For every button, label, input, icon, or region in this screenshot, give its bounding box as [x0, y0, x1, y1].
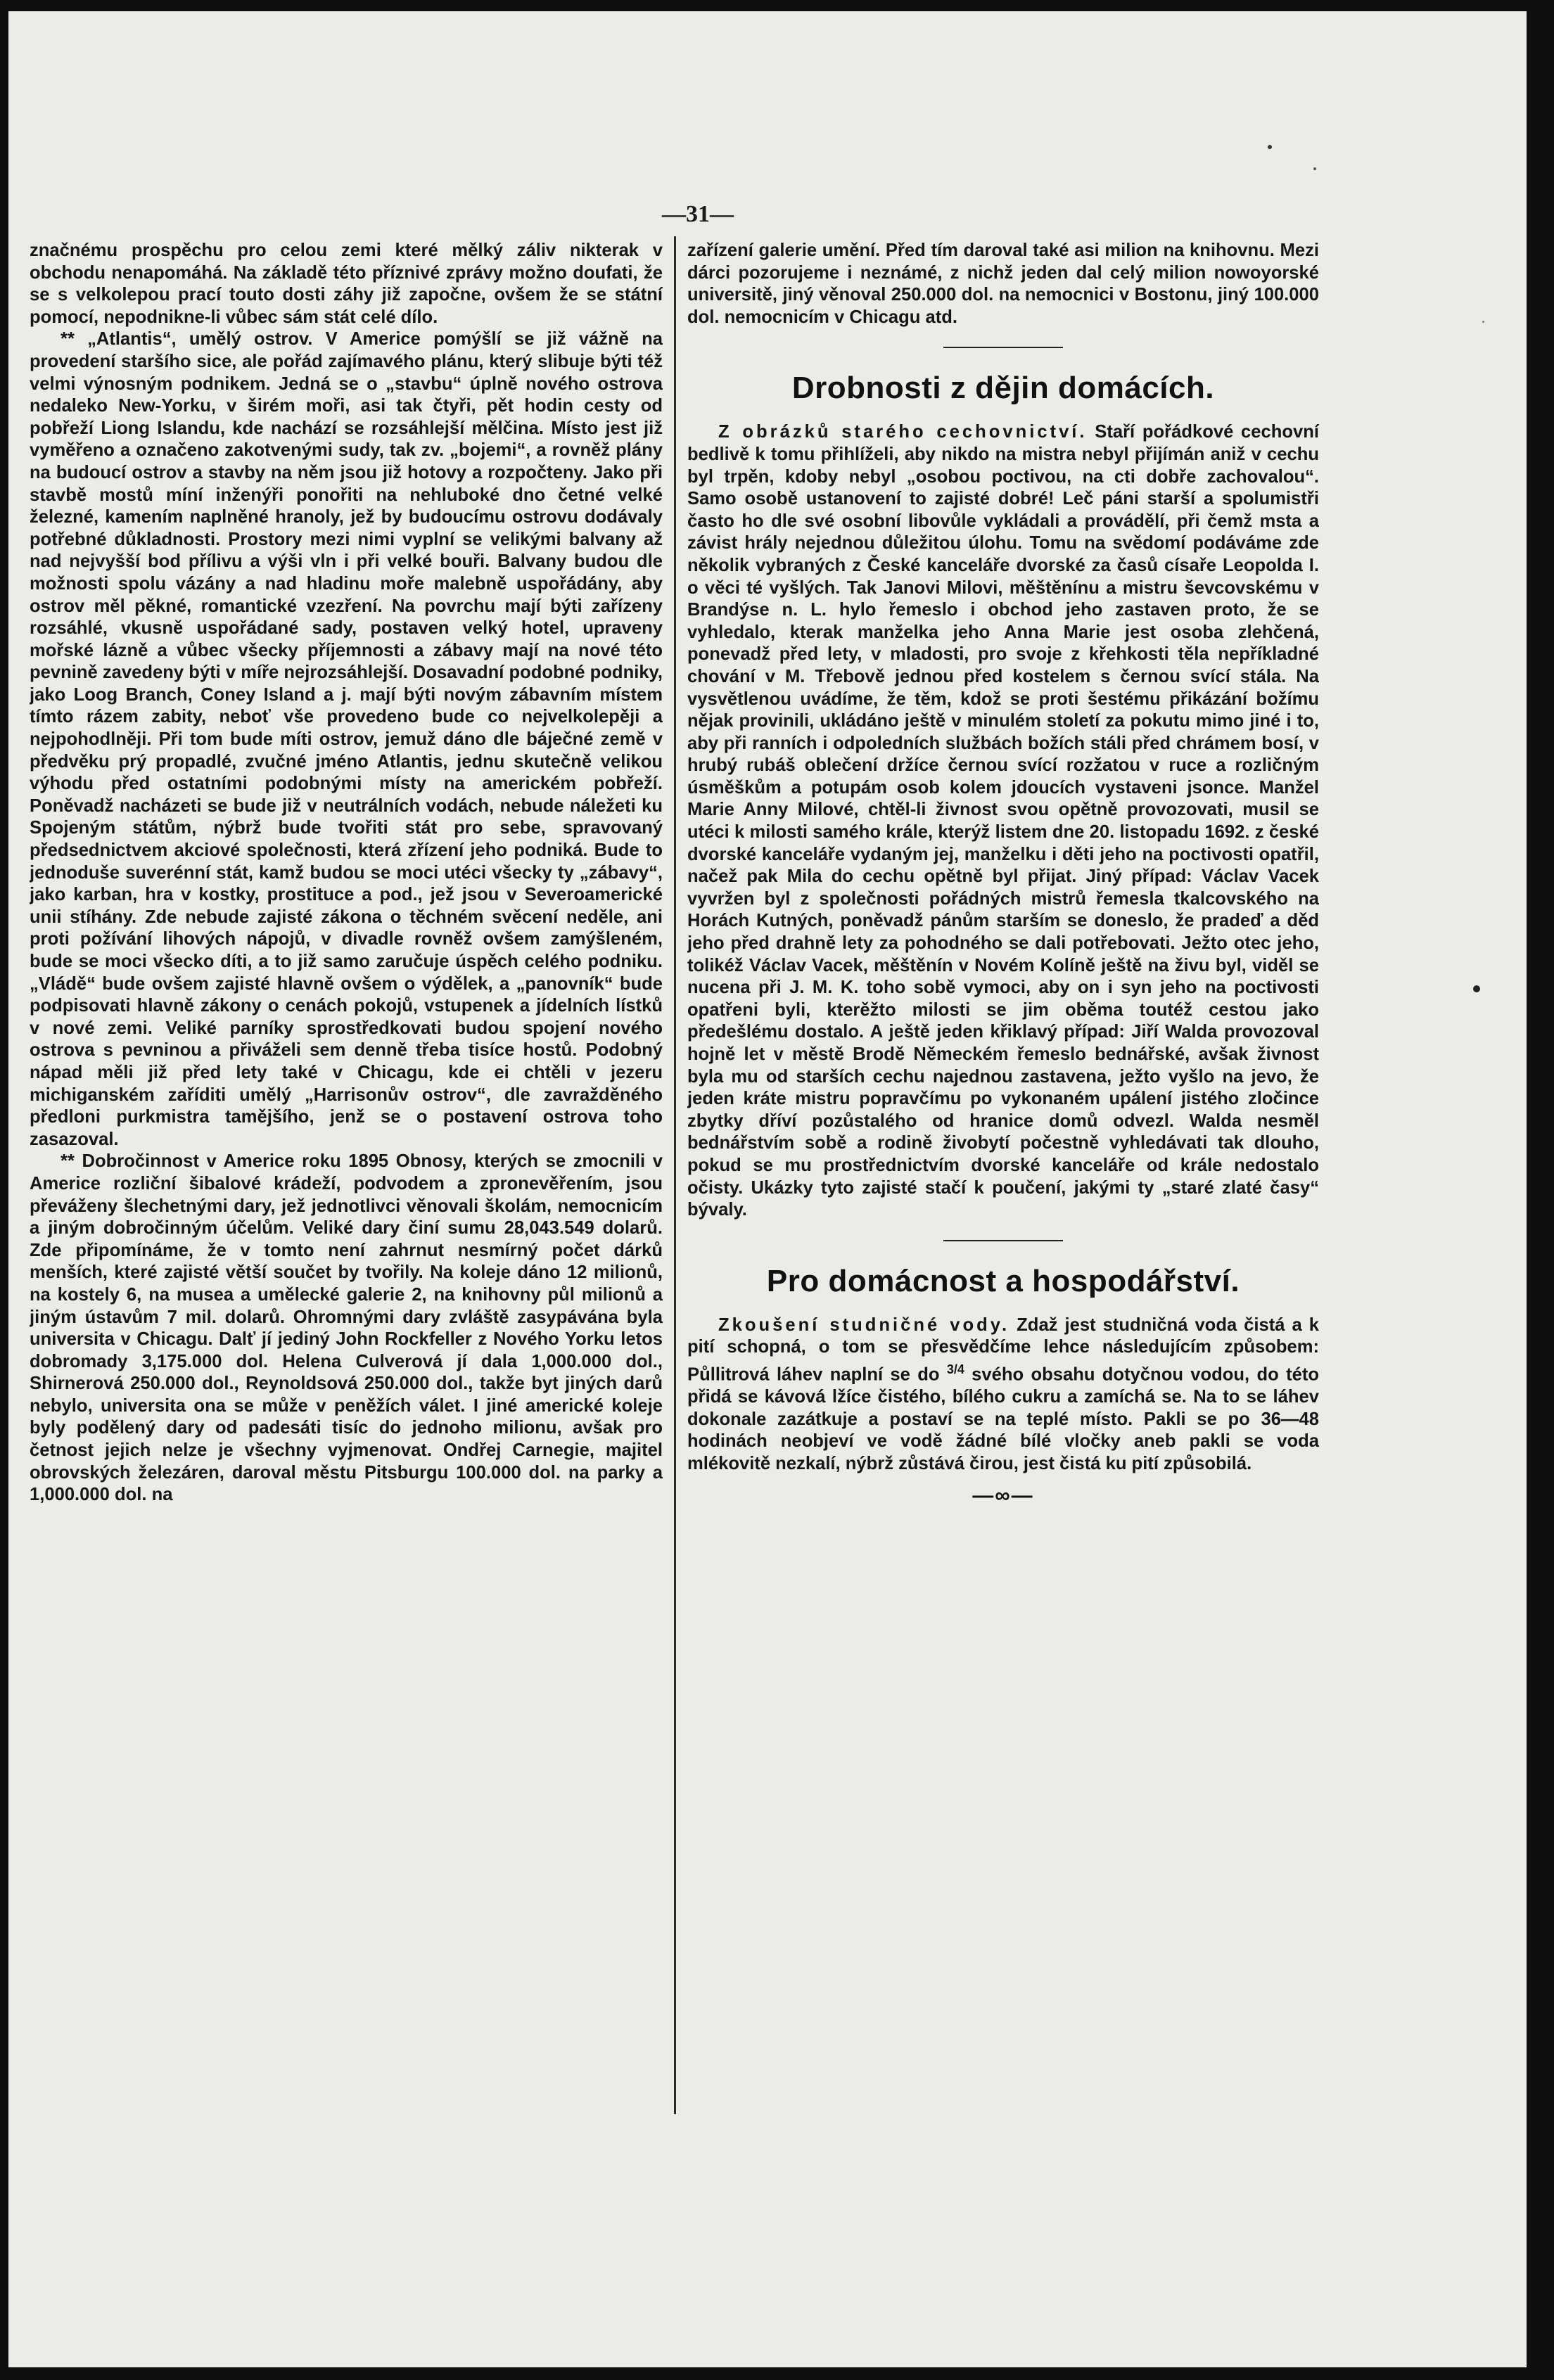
article-well-water — [687, 1314, 1319, 1476]
left-paragraph-canal: značnému prospěchu pro celou zemi které mělký záliv nikterak v obchodu nenapomáhá. Na základě této příznivé zprávy možno doufati, že se s velkolepou prací touto dosti záhy již započne, ovšem že se státní pomocí, nepodnikne-li vůbec sám stát celé dílo. — [30, 241, 663, 327]
section-divider — [943, 1240, 1063, 1241]
left-column — [30, 240, 663, 2139]
article-guilds — [687, 421, 1319, 1221]
well-water-body-a: Zdaž jest studničná voda čistá a k pití schopná, o tom se přesvědčíme lehce následujícím způsobem: Půllitrová láhev naplní se do — [687, 1314, 1319, 1385]
column-divider — [674, 236, 676, 2114]
right-paragraph-continuation: zařízení galerie umění. Před tím daroval také asi milion na knihovnu. Mezi dárci pozorujeme i neznámé, z nichž jeden dal celý milion nowoyorské universitě, jiný věnoval 250.000 dol. na nemocnici v Bostonu, jiný 100.000 dol. nemocnicím v Chicagu atd. — [687, 241, 1319, 327]
fraction: 3/4 — [946, 1362, 964, 1376]
guilds-body: Staří pořádkové cechovní bedlivě k tomu přihlíželi, aby nikdo na mistra nebyl přijímán aniž v cechu byl trpěn, kdoby nebyl „osobou poctivou, na cti dobře zachovalou“. Samo osobě ustanovení to zajisté dobré! Leč páni starší a spolumistři často ho dle své osobní libovůle vykládali a provádělí, při čemž msta a závist hrály nejednou důležitou úlohu. Tomu na svědomí podáváme zde několik vybraných z České kanceláře dvorské za časů císaře Leopolda I. o věci té vyšlých. Tak Janovi Milovi, měštěnínu a mistru ševcovskému v Brandýse n. L. hylo řemeslo i obchod jeho zastaven proto, že se vyhledalo, kterak manželka jeho Anna Marie jest osoba zlehčená, ponevadž před lety, v mladosti, pro svoje z křehkosti těla nepříkladné chování v M. Třebově jednou před kostelem s černou svící stála. Na vysvětlenou uvádíme, že těm, kdož se proti šestému přikázání božímu nějak provinili, ukládáno ještě v minulém století za pokutu mimo jiné i to, aby při ranních i odpoledních službách božích stáli před chrámem bosí, v hrubý rubáš oblečení držíce černou svící rozžatou v ruce a rozličným úsměškům a potupám osob kolem jdoucích vystaveni jsonce. Manžel Marie Anny Milové, chtěl-li živnost svou opětně provozovati, musil se utéci k milosti samého krále, kterýž listem dne 20. listopadu 1692. z české dvorské kanceláře vydaným jej, manželku i děti jeho na poctivosti opatřil, načež pak Mila do cechu opětně byl přijat. Jiný případ: Václav Vacek vyvržen byl z společnosti pořádných mistrů řemesla tkalcovského na Horách Kutných, poněvadž pánům starším se doneslo, že pradeď a děd jeho před drahně lety za pohodného se dali potřebovati. Ježto otec jeho, tolikéž Václav Vacek, měštěnín v Novém Kolíně ještě na živu byl, viděl se nucena při J. M. K. toho sobě vymoci, aby on i syn jeho na poctivosti opatřeni byli, kterěžto milosti se jim oběma toutéž cestou jako předešlému dostalo. A ještě jeden křiklavý případ: Jiří Walda provozoval hojně let v městě Brodě Německém řemeslo bednářské, avšak živnost byla mu od starších cechu najednou zastavena, ježto vyšlo na jevo, že jeden kráte mistru popravčímu po vykonaném upálení jistého zločince zbytky dříví pozůstalého od hranice domů odvezl. Walda nesměl bednářstvím sobě a rodině živobytí počestně vyhledávati tak dlouho, pokud se mu prostřednictvím dvorské kanceláře od krále nedostalo očisty. Ukázky tyto zajisté stačí k poučení, jakými ty „staré zlaté časy“ bývaly. — [687, 422, 1319, 1220]
paper-speck — [1313, 167, 1316, 170]
atlantis-heading: ** „Atlantis“, umělý ostrov. — [60, 329, 313, 350]
charity-heading: ** Dobročinnost v Americe roku 1895 — [60, 1151, 389, 1172]
atlantis-body: V Americe pomýšlí se již vážně na provedení staršího sice, ale pořád zajímavého plánu, který slibuje býti též velmi výnosným podnikem. Jedná se o „stavbu“ úplně nového ostrova nedaleko New-Yorku, v širém moři, asi tak čtyři, pět hodin cesty od pobřeží Liong Islandu, kde nachází se rozsáhlejší mělčina. Místo jest již vyměřeno a označeno zakotvenými sudy, tak zv. „bojemi“, a rovněž plány na budoucí ostrov a stavby na něm jsou již hotovy a rozpočteny. Jako při stavbě mostů míní inženýři ponořiti na nehluboké dno četné velké železné, kamením naplněné hranoly, jež by budoucímu ostrovu dodávaly potřebné důkladnosti. Prostory mezi nimi vyplní se velikými balvany až nad nejvyšší bod přílivu a výši vln i při velké bouři. Balvany budou dle možnosti spolu vázány a nad hladinu moře malebně uspořádány, aby ostrov měl pěkné, romantické vzezření. Na povrchu mají býti zařízeny rozsáhlé, vkusně uspořádané sady, postaven velký hotel, upraveny mořské lázně a vůbec všecky příjemnosti a zábavy mají na nové této pevnině zavedeny býti v míře nejrozsáhlejší. Dosavadní podobné podniky, jako Loog Branch, Coney Island a j. mají býti novým zábavním místem tímto rázem zabity, neboť vše provedeno bude co nejvelkolepěji a nejpohodlněji. Při tom bude míti ostrov, jemuž dáno dle báječné země v předvěku prý propadlé, zvučné jméno Atlantis, jednu skutečně velikou výhodu před ostatními podobnými místy na americkém pobřeží. Poněvadž nacházeti se bude již v neutrálních vodách, nebude náležeti ku Spojeným státům, nýbrž bude tvořiti stát pro sebe, spravovaný předsednictvem akciové společnosti, která zřízení jeho podniká. Bude to jednoduše suverénní stát, kamž budou se moci utéci všecky ty „zábavy“, jako karban, hra v kostky, prostituce a pod., jež jsou v Severoamerické unii stíhány. Zde nebude zajisté zákona o těchném svěcení neděle, ani proti požívání lihových nápojů, v divadle rovněž ovšem zamýšleném, bude se moci všecko díti, a to již samo zaručuje úspěch celého podniku. „Vládě“ bude ovšem zajisté hlavně ovšem o výdělek, a „panovník“ bude podpisovati hlavně zákony o cenách pokojů, vstupenek a jídelních lístků v nové zemi. Veliké parníky sprostředkovati budou spojení nového ostrova s pevninou a přiváželi sem denně třeba tisíce hostů. Podobný nápad měli již před lety také v Chicagu, kde ei chtěli v jezeru michiganském zaříditi umělý „Harrisonův ostrov“, dle zavražděného předloni purkmistra tamějšího, jenž se o postavení ostrova toho zasazoval. — [30, 329, 663, 1149]
charity-body: Obnosy, kterých se zmocnili v Americe rozliční šibalové krádeží, podvodem a zpronevěřením, jsou převáženy šlechetnými dary, jež jednotlivci věnovali školám, nemocnicím a jiným dobročinným účelům. Veliké dary činí sumu 28,043.549 dolarů. Zde připomínáme, že v tomto není zahrnut nesmírný počet dárků menších, které zajisté větší součet by tvořily. Na koleje dáno 12 milionů, na kostely 6, na musea a umělecké galerie 2, na knihovny půl milionů a jiným ústavům 7 mil. dolarů. Ohromnými dary zvláště zasypávána byla universita v Chicagu. Dalť jí jediný John Rockfeller z Nového Yorku letos dobromady 3,175.000 dol. Helena Culverová jí dala 1,000.000 dol., Shirnerová 250.000 dol., Reynoldsová 250.000 dol., takže byt jiných darů nebylo, universita ona se může v peněžích válet. I jiné americké koleje byly podělený dary od padesáti tisíc do jednoho milionu, avšak pro četnost jejich nelze je všechny vyjmenovat. Ondřej Carnegie, majitel obrovských železáren, daroval městu Pitsburgu 100.000 dol. na parky a 1,000.000 dol. na — [30, 1151, 663, 1505]
well-water-body-b: svého obsahu dotyčnou vodou, do této přidá se kávová lžíce čistého, bílého cukru a zamíchá se. Na to se láhev dokonale zazátkuje a postaví se na teplé místo. Pakli se po 36—48 hodinách neobjeví ve vodě žádné bílé vločky aneb pakli se voda mlékovitě nezkalí, nýbrž zůstává čirou, jest čistá ku pití způsobilá. — [687, 1364, 1319, 1473]
paper-speck — [1482, 321, 1484, 323]
page-number: —31— — [662, 201, 734, 227]
guilds-heading: Z obrázků starého cechovnictví. — [718, 422, 1088, 442]
newspaper-page — [8, 11, 1527, 2367]
well-water-heading: Zkoušení studničné vody. — [718, 1314, 1010, 1335]
left-article-charity — [30, 1151, 663, 1506]
left-article-atlantis — [30, 328, 663, 1151]
paper-speck — [1268, 145, 1272, 149]
ornament-divider: —∞— — [972, 1484, 1034, 1508]
section-title-household: Pro domácnost a hospodářství. — [766, 1263, 1240, 1298]
section-divider — [943, 347, 1063, 348]
right-column — [687, 240, 1319, 2104]
paper-speck — [1473, 985, 1480, 992]
section-title-history: Drobnosti z dějin domácích. — [791, 371, 1215, 406]
